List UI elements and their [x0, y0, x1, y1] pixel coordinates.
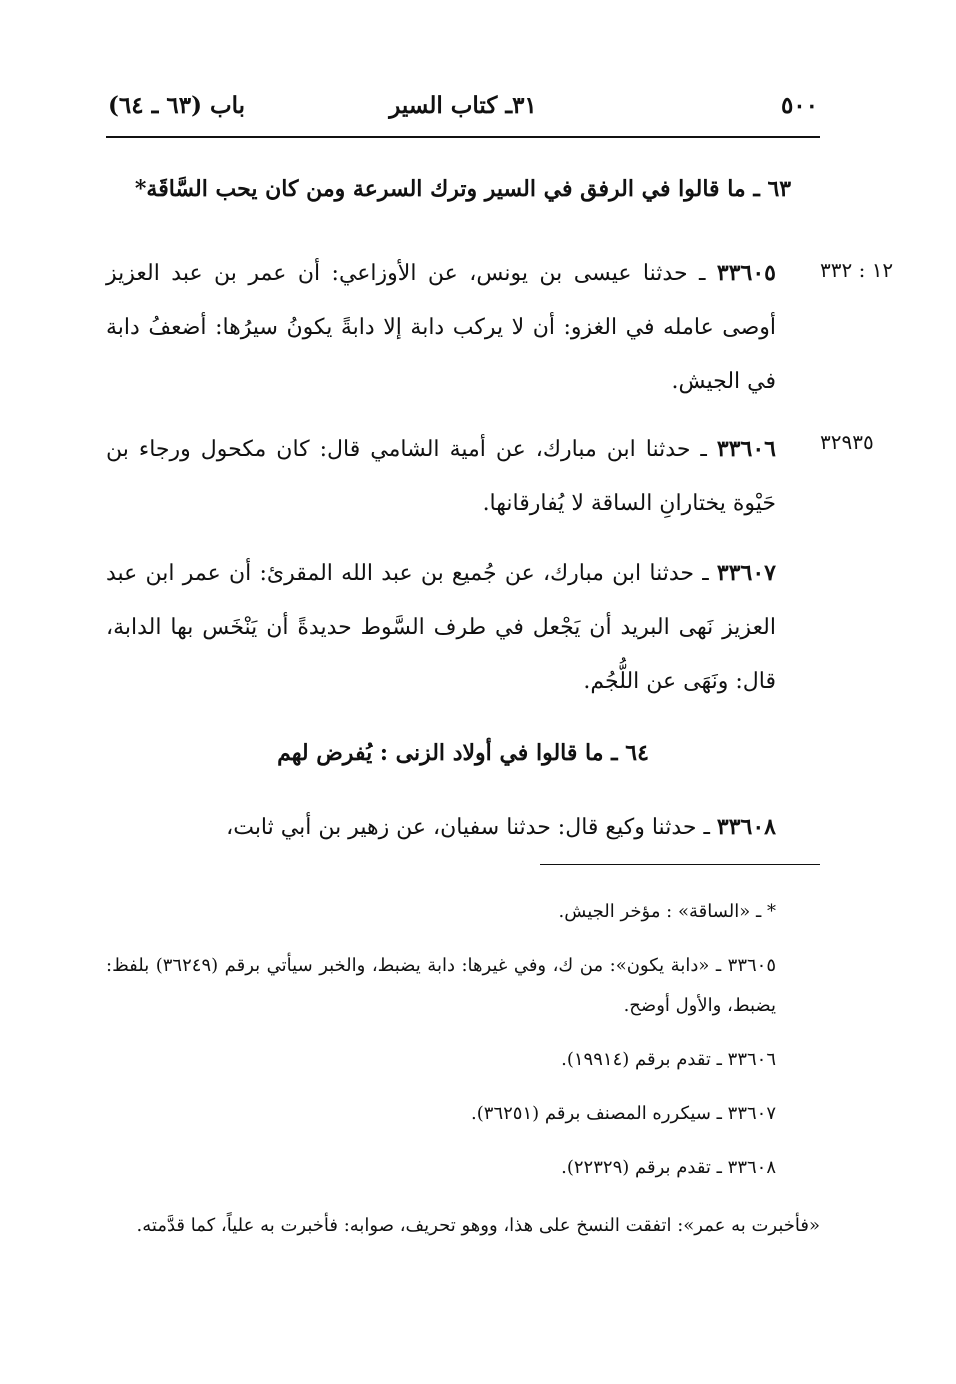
hadith-number: ٣٣٦٠٦	[716, 436, 776, 462]
header-divider	[106, 136, 820, 138]
hadith-text: ـ حدثنا عيسى بن يونس، عن الأوزاعي: أن عمر بن عبد العزيز أوصى عامله في الغزو: أن لا يركب دابة إلا دابةً يكونُ سيرُها: أضعفُ دابة في الجيش.	[106, 261, 776, 394]
hadith-number: ٣٣٦٠٨	[716, 814, 776, 840]
hadith-number: ٣٣٦٠٧	[716, 560, 776, 586]
hadith-text: ـ حدثنا ابن مبارك، عن أمية الشامي قال: كان مكحول ورجاء بن حَيْوة يختارانِ الساقة لا يُفارقانها.	[106, 437, 776, 516]
footnote: ٣٣٦٠٦ ـ تقدم برقم (١٩٩١٤).	[561, 1049, 776, 1070]
hadith-text: ـ حدثنا ابن مبارك، عن جُميع بن عبد الله المقرئ: أن عمر ابن عبد العزيز نَهى البريد أن يَجْعل في طرف السَّوط حديدةً أن يَنْخَس بها الدابة، قال: ونَهَى عن اللُّجُم.	[106, 561, 776, 694]
hadith-paragraph	[106, 246, 820, 409]
hadith-paragraph	[106, 800, 820, 855]
footnote: ٣٣٦٠٨ ـ تقدم برقم (٢٢٣٢٩).	[561, 1157, 776, 1178]
margin-reference: ٣٢٩٣٥	[820, 430, 874, 454]
footnote-divider	[540, 864, 820, 865]
section-heading-64: ٦٤ ـ ما قالوا في أولاد الزنى : يُفرض لهم	[277, 740, 649, 766]
footnote: * ـ «الساقة» : مؤخر الجيش.	[558, 901, 776, 922]
chapter-range: باب (٦٣ ـ ٦٤)	[108, 92, 246, 119]
running-head	[108, 92, 818, 132]
hadith-text: ـ حدثنا وكيع قال: حدثنا سفيان، عن زهير بن أبي ثابت،	[226, 815, 717, 840]
hadith-paragraph	[106, 546, 820, 709]
footnote: ٣٣٦٠٥ ـ «دابة يكون»: من ك، وفي غيرها: دابة يضبط، والخبر سيأتي برقم (٣٦٢٤٩) بلفظ: يضبط، والأول أوضح.	[106, 955, 777, 1016]
footnote: ٣٣٦٠٧ ـ سيكرره المصنف برقم (٣٦٢٥١).	[471, 1103, 776, 1124]
book-title: ٣١ـ كتاب السير	[389, 92, 537, 119]
margin-reference: ١٢ : ٣٣٢	[820, 258, 894, 282]
page-number: ٥٠٠	[780, 92, 818, 119]
footnote: «فأخبرت به عمر»: اتفقت النسخ على هذا، ووهو تحريف، صوابه: فأخبرت به علياً، كما قدَّمته.	[136, 1215, 820, 1236]
hadith-number: ٣٣٦٠٥	[716, 260, 776, 286]
section-heading-63: ٦٣ ـ ما قالوا في الرفق في السير وترك السرعة ومن كان يحب السَّاقَة*	[134, 176, 792, 202]
hadith-paragraph	[106, 422, 820, 531]
